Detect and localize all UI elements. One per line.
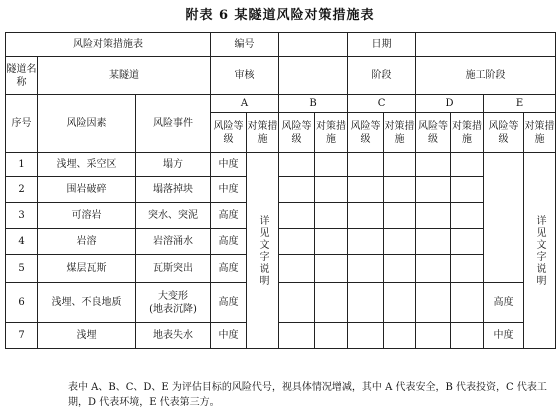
number-label-cell: 编号: [211, 33, 279, 57]
a-level-header: 风险等级: [211, 113, 247, 153]
group-c-header: C: [348, 95, 416, 113]
number-value-cell: [279, 33, 348, 57]
e-measure-header: 对策措施: [524, 113, 556, 153]
a-level-cell: 高度: [211, 283, 247, 323]
risk-table: [5, 32, 556, 349]
a-level-cell: 中度: [211, 153, 247, 177]
date-value-cell: [416, 33, 556, 57]
header-row-2: [6, 57, 556, 95]
a-measure-merged-cell: 详见文字说明: [247, 153, 279, 349]
event-line-2: (地表沉降): [149, 303, 197, 315]
factor-cell: 浅埋、不良地质: [38, 283, 136, 323]
review-value: [279, 57, 348, 95]
seq-cell: 5: [6, 255, 38, 283]
table-row: [6, 255, 556, 283]
table-row: [6, 323, 556, 349]
group-e-header: E: [484, 95, 556, 113]
event-line-1: 大变形: [158, 290, 189, 302]
group-d-header: D: [416, 95, 484, 113]
seq-cell: 6: [6, 283, 38, 323]
a-level-cell: 高度: [211, 229, 247, 255]
group-b-header: B: [279, 95, 348, 113]
factor-header: 风险因素: [38, 95, 136, 153]
event-cell: 瓦斯突出: [136, 255, 211, 283]
table-row: [6, 283, 556, 323]
group-a-header: A: [211, 95, 279, 113]
a-level-cell: 高度: [211, 255, 247, 283]
d-measure-header: 对策措施: [451, 113, 484, 153]
factor-cell: 煤层瓦斯: [38, 255, 136, 283]
seq-cell: 2: [6, 177, 38, 203]
a-level-cell: 高度: [211, 203, 247, 229]
tunnel-name-label: 隧道名称: [6, 57, 38, 95]
d-level-header: 风险等级: [416, 113, 451, 153]
table-row: [6, 153, 556, 177]
table-row: [6, 203, 556, 229]
c-measure-header: 对策措施: [384, 113, 416, 153]
event-header: 风险事件: [136, 95, 211, 153]
group-header-row: [6, 95, 556, 113]
e-level-cell: 高度: [484, 283, 524, 323]
event-cell: [136, 283, 211, 323]
seq-cell: 1: [6, 153, 38, 177]
stage-label: 阶段: [348, 57, 416, 95]
form-label-cell: 风险对策措施表: [6, 33, 211, 57]
review-label: 审核: [211, 57, 279, 95]
c-level-header: 风险等级: [348, 113, 384, 153]
factor-cell: 浅埋、采空区: [38, 153, 136, 177]
seq-cell: 4: [6, 229, 38, 255]
table-row: [6, 177, 556, 203]
note-text: 表中 A、B、C、D、E 为评估目标的风险代号，视具体情况增减，其中 A 代表安全，B 代表投资，C 代表工期，D 代表环境，E 代表第三方。: [68, 382, 547, 408]
b-level-header: 风险等级: [279, 113, 315, 153]
event-cell: 地表失水: [136, 323, 211, 349]
factor-cell: 浅埋: [38, 323, 136, 349]
factor-cell: 岩溶: [38, 229, 136, 255]
e-measure-merged-cell: 详见文字说明: [524, 153, 556, 349]
seq-cell: 3: [6, 203, 38, 229]
page-title: 附表 6 某隧道风险对策措施表: [185, 8, 375, 23]
header-row-1: [6, 33, 556, 57]
event-cell: 塌方: [136, 153, 211, 177]
event-cell: 岩溶涌水: [136, 229, 211, 255]
a-level-cell: 中度: [211, 323, 247, 349]
event-cell: 突水、突泥: [136, 203, 211, 229]
date-label-cell: 日期: [348, 33, 416, 57]
e-level-cell: 中度: [484, 323, 524, 349]
table-note: [8, 380, 552, 410]
a-level-cell: 中度: [211, 177, 247, 203]
tunnel-name-value: 某隧道: [38, 57, 211, 95]
seq-header: 序号: [6, 95, 38, 153]
e-level-blank-cell: [484, 153, 524, 283]
e-level-header: 风险等级: [484, 113, 524, 153]
factor-cell: 可溶岩: [38, 203, 136, 229]
factor-cell: 围岩破碎: [38, 177, 136, 203]
table-row: [6, 229, 556, 255]
a-measure-header: 对策措施: [247, 113, 279, 153]
stage-value: 施工阶段: [416, 57, 556, 95]
event-cell: 塌落掉块: [136, 177, 211, 203]
b-measure-header: 对策措施: [315, 113, 348, 153]
seq-cell: 7: [6, 323, 38, 349]
